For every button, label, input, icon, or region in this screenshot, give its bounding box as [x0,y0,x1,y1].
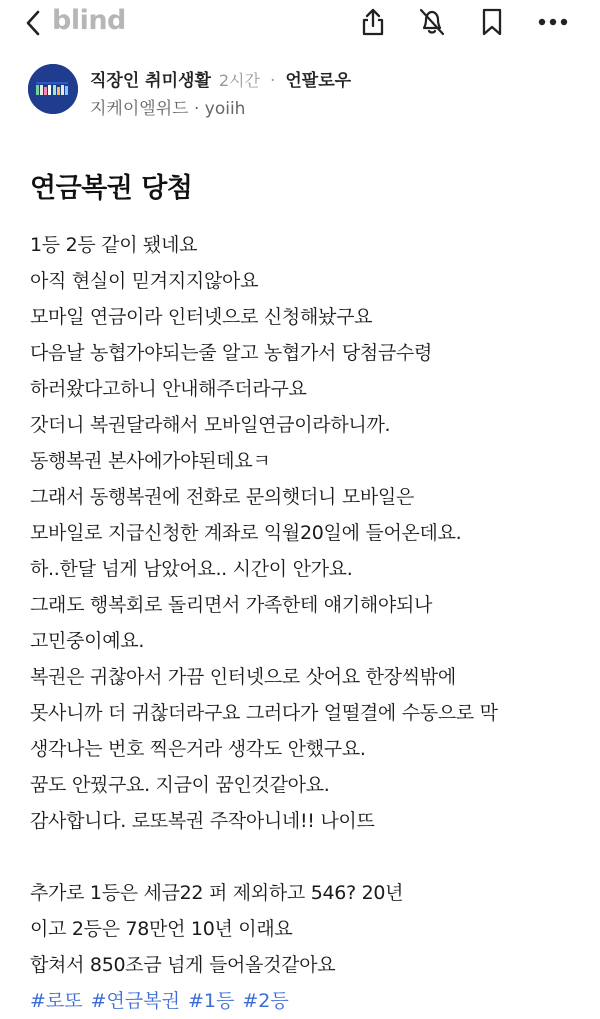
app-logo: blind [52,5,126,36]
hashtag[interactable]: #연금복권 [90,990,180,1012]
hashtag[interactable]: #로또 [30,990,83,1012]
share-icon [359,7,387,37]
board-name[interactable]: 직장인 취미생활 [90,71,211,91]
author-name: yoiih [204,99,246,119]
body-line: 고민중이예요. [30,630,145,652]
post-time: 2시간 [218,71,260,90]
notification-toggle-button[interactable] [416,6,448,38]
body-line: 못사니까 더 귀찮더라구요 그러다가 얼떨결에 수동으로 막 [30,702,498,724]
body-line: 그래서 동행복권에 전화로 문의햇더니 모바일은 [30,486,415,508]
pixel-art-icon [28,64,78,114]
more-icon [537,17,569,27]
board-avatar[interactable] [28,64,78,114]
separator-dot: · [269,71,276,91]
body-line: 이고 2등은 78만언 10년 이래요 [30,918,293,940]
body-line: 생각나는 번호 찍은거라 생각도 안했구요. [30,738,366,760]
more-options-button[interactable] [537,6,569,38]
body-line: 하..한달 넘게 남았어요.. 시간이 안가요. [30,558,353,580]
unfollow-button[interactable]: 언팔로우 [285,71,352,91]
hashtag[interactable]: #2등 [242,990,289,1012]
hashtag-list [30,983,590,1019]
post-title: 연금복권 당첨 [30,173,193,204]
body-line-blank [30,839,590,875]
body-line: 복권은 귀찮아서 가끔 인터넷으로 삿어요 한장씩밖에 [30,666,456,688]
back-button[interactable] [20,8,46,38]
author-line [90,66,351,91]
company-separator: · [188,99,205,119]
body-line: 추가로 1등은 세금22 퍼 제외하고 546? 20년 [30,882,404,904]
notification-off-icon [418,7,446,37]
body-line: 1등 2등 같이 됐네요 [30,234,198,256]
body-line: 동행복권 본사에가야된데요ㅋ [30,450,271,472]
body-line: 합쳐서 850조금 넘게 들어올것같아요 [30,954,336,976]
bookmark-icon [480,7,504,37]
top-bar [0,0,600,46]
body-line: 그래도 행복회로 돌리면서 가족한테 얘기해야되나 [30,594,433,616]
post-header [28,64,578,124]
back-arrow-icon [25,10,41,36]
body-line: 하러왔다고하니 안내해주더라구요 [30,378,307,400]
body-line: 다음날 농협가야되는줄 알고 농협가서 당첨금수령 [30,342,433,364]
share-button[interactable] [357,6,389,38]
bookmark-button[interactable] [476,6,508,38]
hashtag[interactable]: #1등 [187,990,235,1012]
body-line: 갓더니 복권달라해서 모바일연금이라하니까. [30,414,391,436]
body-line: 모바일로 지급신청한 계좌로 익월20일에 들어온데요. [30,522,462,544]
company-line [90,94,245,119]
post-body [30,227,590,1019]
body-line: 모마일 연금이라 인터넷으로 신청해놨구요 [30,306,373,328]
company-name[interactable]: 지케이엘위드 [90,99,189,119]
body-line: 꿈도 안꿨구요. 지금이 꿈인것같아요. [30,774,330,796]
body-line: 아직 현실이 믿겨지지않아요 [30,270,259,292]
body-line: 감사합니다. 로또복권 주작아니네!! 나이뜨 [30,810,375,832]
